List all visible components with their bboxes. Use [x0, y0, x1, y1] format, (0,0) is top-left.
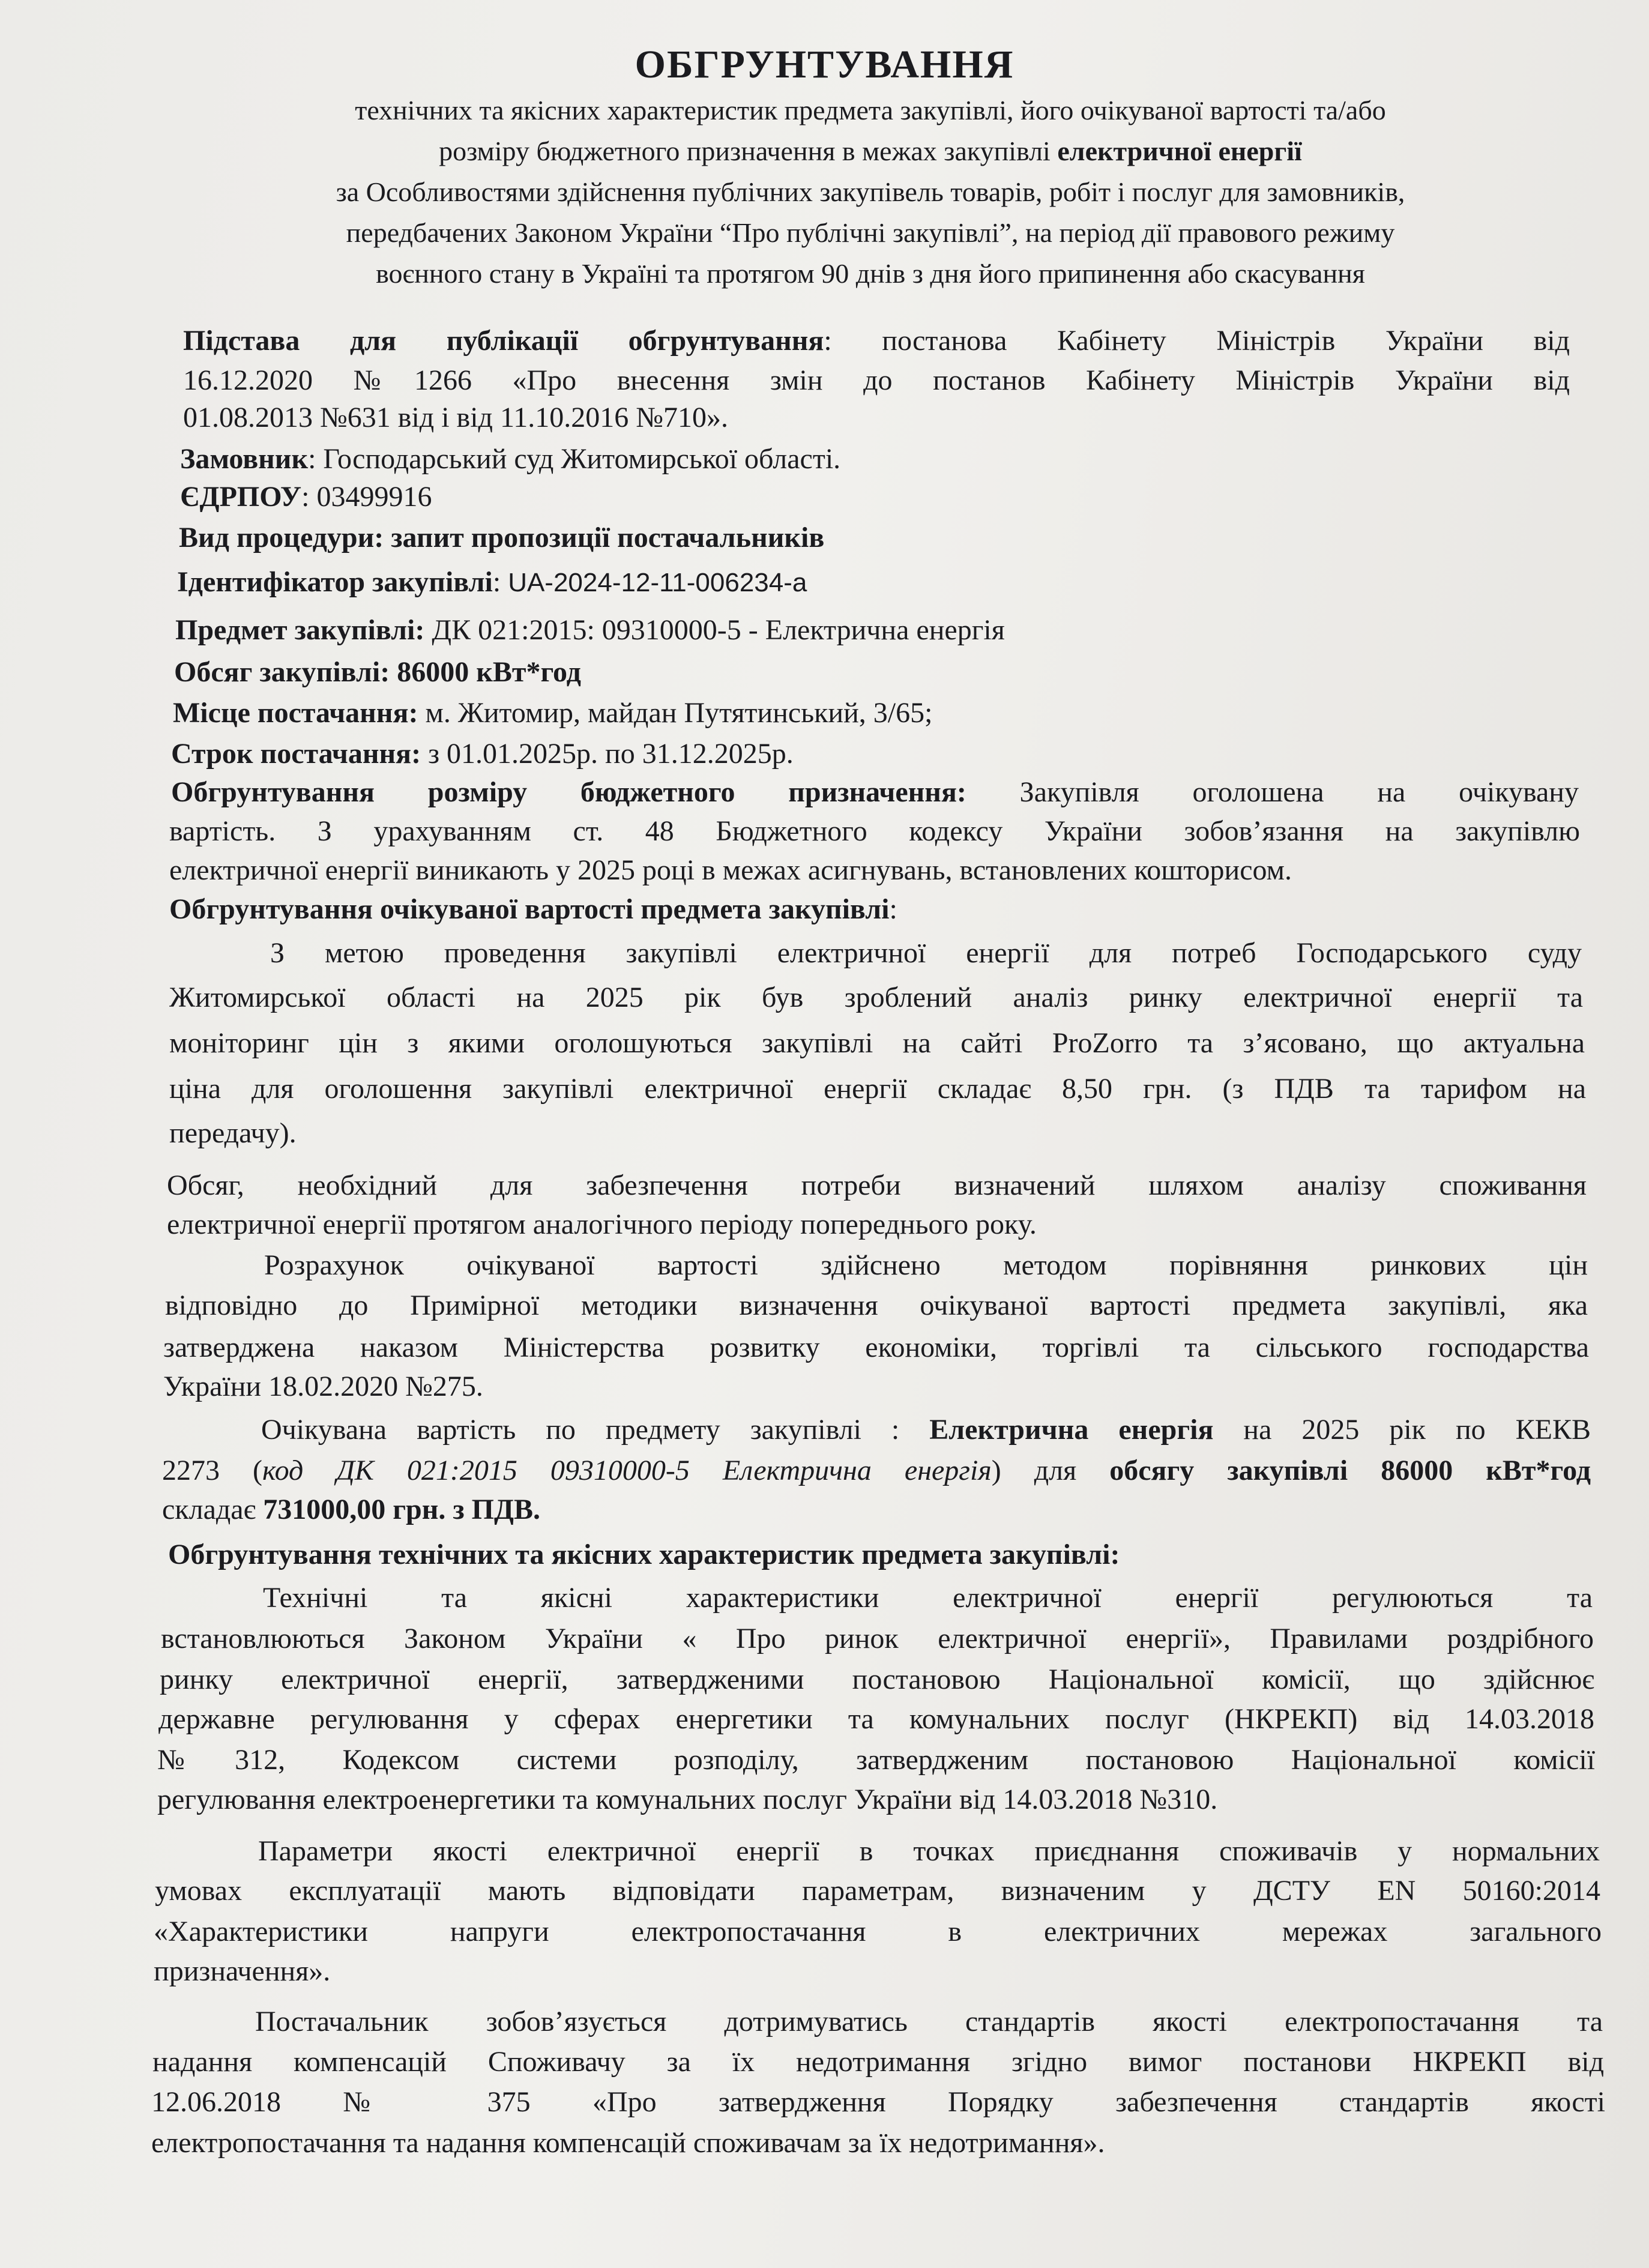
expected-p2-line: Обсяг, необхідний для забезпечення потреби визначений шляхом аналізу споживання [167, 1169, 1587, 1201]
subtitle-line: передбачених Законом України “Про публічні закупівлі”, на період дії правового режиму [346, 217, 1395, 248]
expected-p4-volume: обсягу закупівлі 86000 кВт*год [1109, 1455, 1591, 1486]
expected-heading [169, 891, 897, 927]
customer-value: : Господарський суд Житомирської області. [308, 443, 841, 475]
place-field [173, 695, 932, 731]
technical-p2-line: «Характеристики напруги електропостачання в електричних мережах загального [154, 1916, 1602, 1947]
identifier-label: Ідентифікатор закупівлі [177, 566, 493, 598]
term-label: Строк постачання: [171, 738, 421, 770]
basis-line-1 [183, 323, 1570, 359]
term-value: з 01.01.2025р. по 31.12.2025р. [421, 738, 794, 770]
customer-label: Замовник [180, 443, 309, 475]
budget-line-2: вартість. З урахуванням ст. 48 Бюджетного кодексу України зобов’язання на закупівлю [169, 815, 1580, 847]
expected-p1-line: ціна для оголошення закупівлі електричної енергії складає 8,50 грн. (з ПДВ та тарифом на [169, 1073, 1586, 1105]
technical-p1-line: встановлюються Законом України « Про ринок електричної енергії», Правилами роздрібного [161, 1623, 1594, 1654]
procedure-value: : запит пропозиції постачальників [374, 522, 825, 553]
expected-p3-line: затверджена наказом Міністерства розвитку економіки, торгівлі та сільського господарства [163, 1332, 1589, 1363]
technical-p1-line: Технічні та якісні характеристики електричної енергії регулюються та [263, 1582, 1593, 1614]
technical-p1-line: №312, Кодексом системи розподілу, затвердженим постановою Національної комісії [157, 1744, 1595, 1776]
document-title: ОБГРУНТУВАННЯ [635, 43, 1014, 86]
document-subtitle [150, 90, 1591, 294]
technical-p1-line: державне регулювання у сферах енергетики та комунальних послуг (НКРЕКП) від 14.03.2018 [158, 1703, 1594, 1735]
technical-p2-line: призначення». [154, 1955, 331, 1987]
edrpou-field [180, 479, 432, 515]
expected-p1-line: передачу). [169, 1117, 297, 1149]
basis-text: : постанова Кабінету Міністрів України від [824, 325, 1570, 357]
subtitle-text: розміру бюджетного призначення в межах закупівлі [439, 136, 1058, 166]
technical-p3-line: Постачальник зобов’язується дотримуватись стандартів якості електропостачання та [255, 2006, 1603, 2037]
procedure-field [179, 520, 824, 556]
technical-p1-line: регулювання електроенергетики та комунальних послуг України від 14.03.2018 №310. [157, 1784, 1218, 1815]
basis-label: Підстава для публікації обгрунтування [183, 325, 824, 357]
expected-p4-text: на 2025 рік по КЕКВ [1213, 1414, 1591, 1446]
technical-p1-line: ринку електричної енергії, затвердженими постановою Національної комісії, що здійснює [160, 1663, 1594, 1695]
expected-p1-line: З метою проведення закупівлі електричної енергії для потреб Господарського суду [270, 937, 1582, 969]
expected-p3-line: України 18.02.2020 №275. [163, 1371, 483, 1402]
expected-p4-subject: Електрична енергія [929, 1414, 1214, 1446]
technical-p3-line: електропостачання та надання компенсацій споживачам за їх недотримання». [151, 2127, 1105, 2159]
expected-p4-line-3 [162, 1492, 540, 1528]
volume-value: 86000 кВт*год [390, 656, 581, 688]
place-value: м. Житомир, майдан Путятинський, 3/65; [418, 697, 933, 729]
expected-p1-line: моніторинг цін з якими оголошуються закупівлі на сайті ProZorro та з’ясовано, що актуальна [169, 1027, 1585, 1059]
subtitle-line [150, 131, 1591, 172]
place-label: Місце постачання: [173, 697, 418, 729]
expected-heading-text: Обгрунтування очікуваної вартості предмета закупівлі [169, 893, 890, 925]
expected-p2-line: електричної енергії протягом аналогічного періоду попереднього року. [167, 1208, 1037, 1240]
expected-p4-text: 2273 ( [162, 1455, 263, 1486]
budget-label: Обгрунтування розміру бюджетного призначення: [171, 776, 966, 808]
edrpou-value: : 03499916 [301, 481, 432, 513]
identifier-field [177, 564, 807, 601]
basis-line-3: 01.08.2013 №631 від і від 11.10.2016 №710». [183, 402, 728, 433]
budget-text: Закупівля оголошена на очікувану [966, 776, 1579, 808]
expected-p4-text: складає [162, 1494, 264, 1525]
expected-p4-line-2 [162, 1453, 1591, 1489]
volume-field [174, 654, 581, 690]
budget-line-3: електричної енергії виникають у 2025 році в межах асигнувань, встановлених кошторисом. [169, 854, 1292, 886]
edrpou-label: ЄДРПОУ [180, 481, 302, 513]
customer-field [180, 441, 840, 477]
subtitle-line: технічних та якісних характеристик предмета закупівлі, його очікуваної вартості та/або [355, 95, 1386, 125]
technical-p2-line: Параметри якості електричної енергії в точках приєднання споживачів у нормальних [258, 1835, 1600, 1867]
expected-p1-line: Житомирської області на 2025 рік був зроблений аналіз ринку електричної енергії та [169, 982, 1583, 1013]
technical-heading: Обгрунтування технічних та якісних характеристик предмета закупівлі: [168, 1539, 1120, 1570]
subtitle-line: воєнного стану в Україні та протягом 90 днів з дня його припинення або скасування [376, 258, 1365, 289]
expected-p4-code: код ДК 021:2015 09310000-5 Електрична енергія [262, 1455, 992, 1486]
technical-p3-line: надання компенсацій Споживачу за їх недотримання згідно вимог постанови НКРЕКП від [152, 2046, 1604, 2078]
identifier-colon: : [492, 566, 508, 598]
subject-value: ДК 021:2015: 09310000-5 - Електрична енергія [424, 614, 1005, 646]
expected-p4-text: ) для [991, 1455, 1110, 1486]
procedure-label: Вид процедури [179, 522, 375, 553]
expected-cost-value: 731000,00 грн. з ПДВ. [263, 1494, 541, 1525]
expected-p3-line: Розрахунок очікуваної вартості здійснено методом порівняння ринкових цін [264, 1249, 1588, 1281]
identifier-value: UA-2024-12-11-006234-a [508, 568, 807, 597]
expected-p3-line: відповідно до Примірної методики визначення очікуваної вартості предмета закупівлі, яка [165, 1289, 1588, 1321]
expected-p4-text: Очікувана вартість по предмету закупівлі : [261, 1414, 930, 1446]
basis-line-2: 16.12.2020 №1266 «Про внесення змін до постанов Кабінету Міністрів України від [183, 364, 1570, 396]
technical-p3-line: 12.06.2018 № 375 «Про затвердження Порядку забезпечення стандартів якості [151, 2086, 1605, 2118]
term-field [171, 736, 794, 772]
subject-label: Предмет закупівлі: [175, 614, 425, 646]
subtitle-subject: електричної енергії [1057, 136, 1302, 166]
subtitle-line: за Особливостями здійснення публічних закупівель товарів, робіт і послуг для замовників, [336, 176, 1405, 207]
budget-line-1 [171, 774, 1579, 810]
technical-p2-line: умовах експлуатації мають відповідати параметрам, визначеним у ДСТУ EN 50160:2014 [155, 1875, 1600, 1907]
volume-label: Обсяг закупівлі: [174, 656, 390, 688]
subject-field [175, 612, 1005, 648]
expected-p4-line-1 [261, 1412, 1591, 1448]
expected-heading-colon: : [889, 893, 897, 925]
